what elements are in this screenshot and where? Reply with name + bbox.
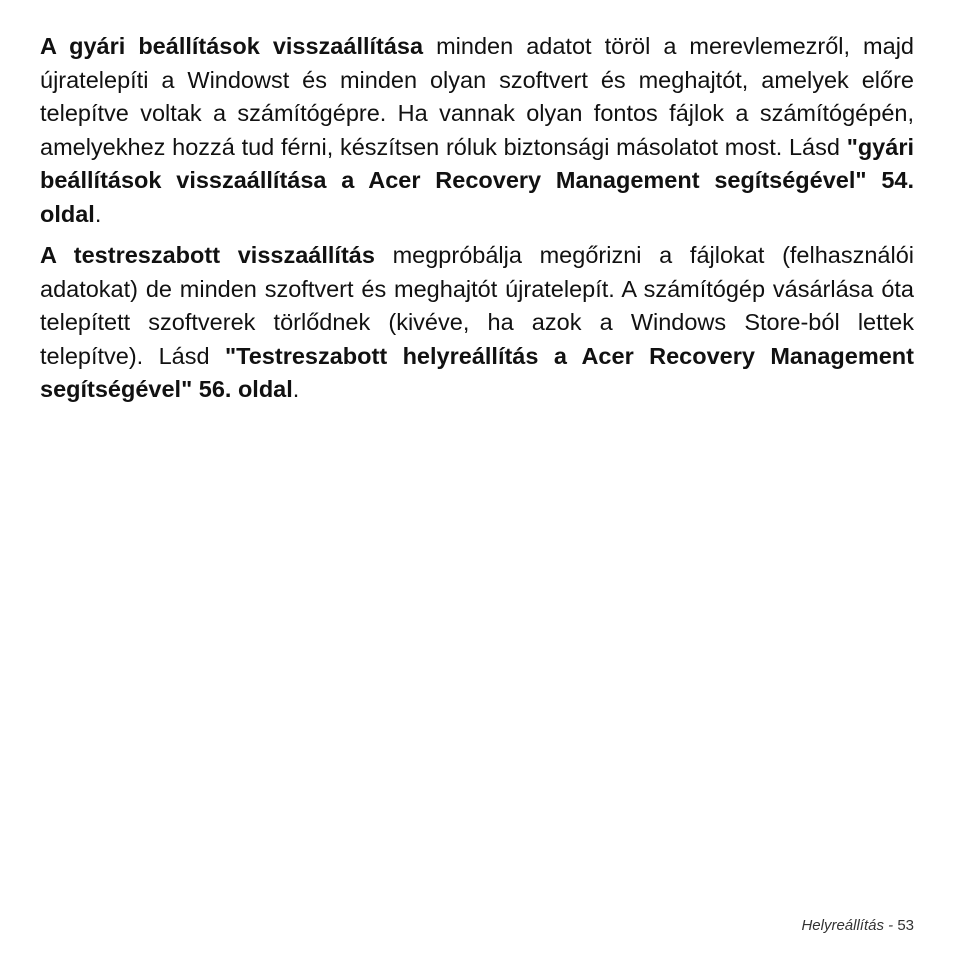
paragraph-lead-bold: A testreszabott visszaállítás [40,242,375,268]
paragraph-factory-reset [40,30,914,231]
paragraph-tail: . [94,200,102,227]
footer-page-number: 53 [897,917,914,934]
paragraph-body: minden adatot töröl a merevlemezről, majd újratelepíti a Windowst és minden olyan szoftvert és meghajtót, amelyek előre telepítve voltak a számítógépre. Ha vannak olyan fontos fájlok a számítógépén, amelyekhez hozzá tud férni, készítsen róluk biztonsági másolatot most. Lásd [40,33,914,160]
footer-section-title: Helyreállítás - [801,917,898,934]
paragraph-custom-reset [40,239,914,407]
page-reference-link[interactable]: "gyári beállítások visszaállítása a Acer Recovery Management segítségével" 54. oldal [40,133,914,227]
page-footer [801,917,914,934]
page-content [40,30,914,407]
paragraph-body: megpróbálja megőrizni a fájlokat (felhasználói adatokat) de minden szoftvert és meghajtót újratelepít. A számítógép vásárlása óta telepített szoftverek törlődnek (kivéve, ha azok a Windows Store-ból lettek telepítve). Lásd [40,242,914,369]
page-reference-link[interactable]: "Testreszabott helyreállítás a Acer Recovery Management segítségével" 56. oldal [40,342,914,402]
paragraph-lead-bold: A gyári beállítások visszaállítása [40,33,424,59]
paragraph-tail: . [292,376,300,402]
